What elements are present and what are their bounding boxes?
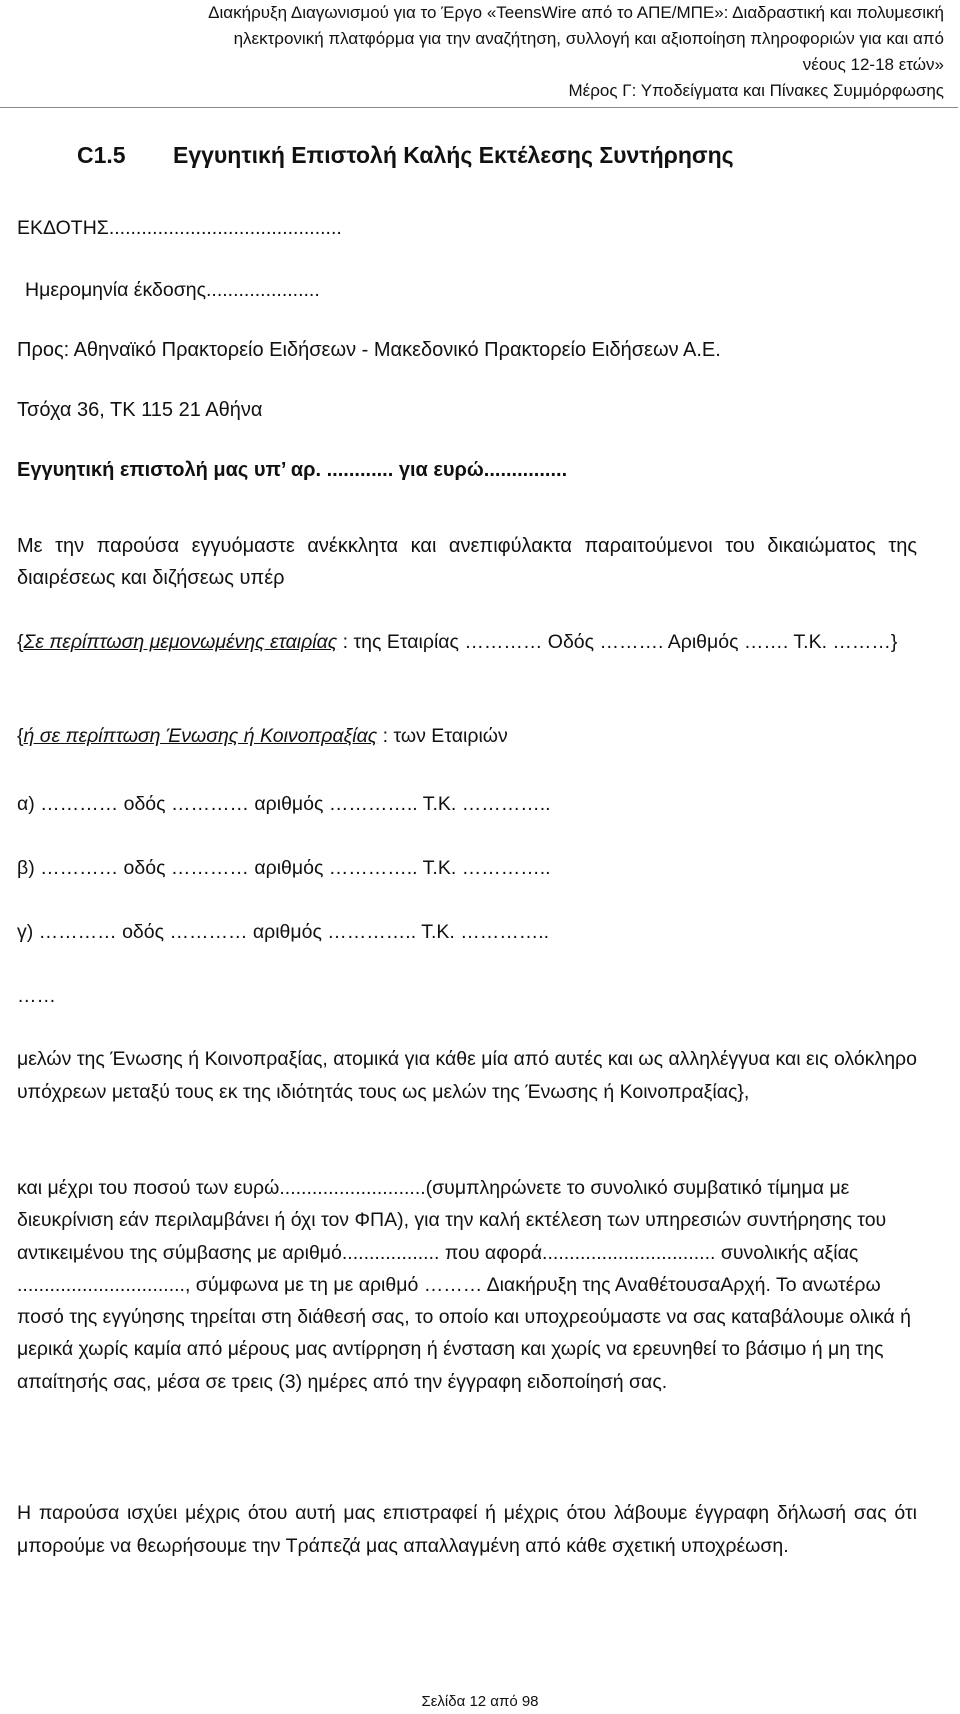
single-company-details: : της Εταιρίας ………… Οδός ………. Αριθμός ……. Τ.Κ. ………} bbox=[337, 631, 898, 653]
member-line-b: β) ………… οδός ………… αριθμός ………….. Τ.Κ. ………….. bbox=[17, 857, 551, 879]
issuer-line: ΕΚΔΟΤΗΣ........................................... bbox=[17, 217, 342, 239]
recipient-line: Προς: Αθηναϊκό Πρακτορείο Ειδήσεων - Μακεδονικό Πρακτορείο Ειδήσεων Α.Ε. bbox=[17, 339, 721, 361]
joint-venture-label: ή σε περίπτωση Ένωσης ή Κοινοπραξίας bbox=[23, 725, 378, 747]
address-line: Τσόχα 36, ΤΚ 115 21 Αθήνα bbox=[17, 399, 263, 421]
member-line-ellipsis: …… bbox=[17, 985, 56, 1007]
member-line-c: γ) ………… οδός ………… αριθμός ………….. Τ.Κ. ………….. bbox=[17, 921, 550, 943]
single-company-label: Σε περίπτωση μεμονωμένης εταιρίας bbox=[23, 631, 338, 653]
joint-venture-details: : των Εταιριών bbox=[377, 725, 508, 747]
section-number: C1.5 bbox=[77, 142, 126, 168]
section-title: Εγγυητική Επιστολή Καλής Εκτέλεσης Συντήρησης bbox=[173, 142, 734, 168]
single-company-clause bbox=[17, 626, 917, 658]
brace-open: { bbox=[17, 725, 24, 747]
page-number: Σελίδα 12 από 98 bbox=[421, 1693, 539, 1710]
intro-paragraph: Με την παρούσα εγγυόμαστε ανέκκλητα και ανεπιφύλακτα παραιτούμενοι του δικαιώματος της διαιρέσεως και διζήσεως υπέρ bbox=[17, 535, 917, 589]
header-line-3: νέους 12-18 ετών» bbox=[802, 55, 944, 74]
issue-date-line: Ημερομηνία έκδοσης..................... bbox=[25, 279, 320, 301]
members-paragraph: μελών της Ένωσης ή Κοινοπραξίας, ατομικά για κάθε μία από αυτές και ως αλληλέγγυα και εις ολόκληρο υπόχρεων μεταξύ τους εκ της ιδιότητάς τους ως μελών της Ένωσης ή Κοινοπραξίας}, bbox=[17, 1048, 917, 1103]
guarantee-number-line: Εγγυητική επιστολή μας υπ’ αρ. ............ για ευρώ............... bbox=[17, 459, 568, 481]
amount-paragraph: και μέχρι του ποσού των ευρώ...........................(συμπληρώνετε το συνολικό συμβατικό τίμημα με διευκρίνιση εάν περιλαμβάνει ή όχι τον ΦΠΑ), για την καλή εκτέλεση των υπηρεσιών συντήρησης του αντικειμένου της σύμβασης με αριθμό.................. που αφορά................................ συνολικής αξίας ..............................., σύμφωνα με τη με αριθμό ……… Διακήρυξη της ΑναθέτουσαΑρχή. Το ανωτέρω ποσό της εγγύησης τηρείται στη διάθεσή σας, το οποίο και υποχρεούμαστε να σας καταβάλουμε ολικά ή μερικά χωρίς καμία από μέρους μας αντίρρηση ή ένσταση και χωρίς να ερευνηθεί το βάσιμο ή μη της απαίτησής σας, μέσα σε τρεις (3) ημέρες από την έγγραφη ειδοποίησή σας. bbox=[17, 1177, 911, 1393]
header-divider bbox=[0, 107, 958, 108]
brace-open: { bbox=[17, 631, 24, 653]
page-header bbox=[0, 0, 944, 104]
header-line-1: Διακήρυξη Διαγωνισμού για το Έργο «TeensWire από το ΑΠΕ/ΜΠΕ»: Διαδραστική και πολυμεσική bbox=[208, 3, 944, 22]
joint-venture-clause bbox=[17, 720, 917, 752]
validity-paragraph: Η παρούσα ισχύει μέχρις ότου αυτή μας επιστραφεί ή μέχρις ότου λάβουμε έγγραφη δήλωσή σας ότι μπορούμε να θεωρήσουμε την Τράπεζά μας απαλλαγμένη από κάθε σχετική υποχρέωση. bbox=[17, 1502, 917, 1557]
member-line-a: α) ………… οδός ………… αριθμός ………….. Τ.Κ. ………….. bbox=[17, 793, 551, 815]
header-line-4: Μέρος Γ: Υποδείγματα και Πίνακες Συμμόρφωσης bbox=[568, 81, 944, 100]
header-line-2: ηλεκτρονική πλατφόρμα για την αναζήτηση, συλλογή και αξιοποίηση πληροφοριών για και από bbox=[233, 29, 944, 48]
section-heading bbox=[17, 142, 917, 169]
